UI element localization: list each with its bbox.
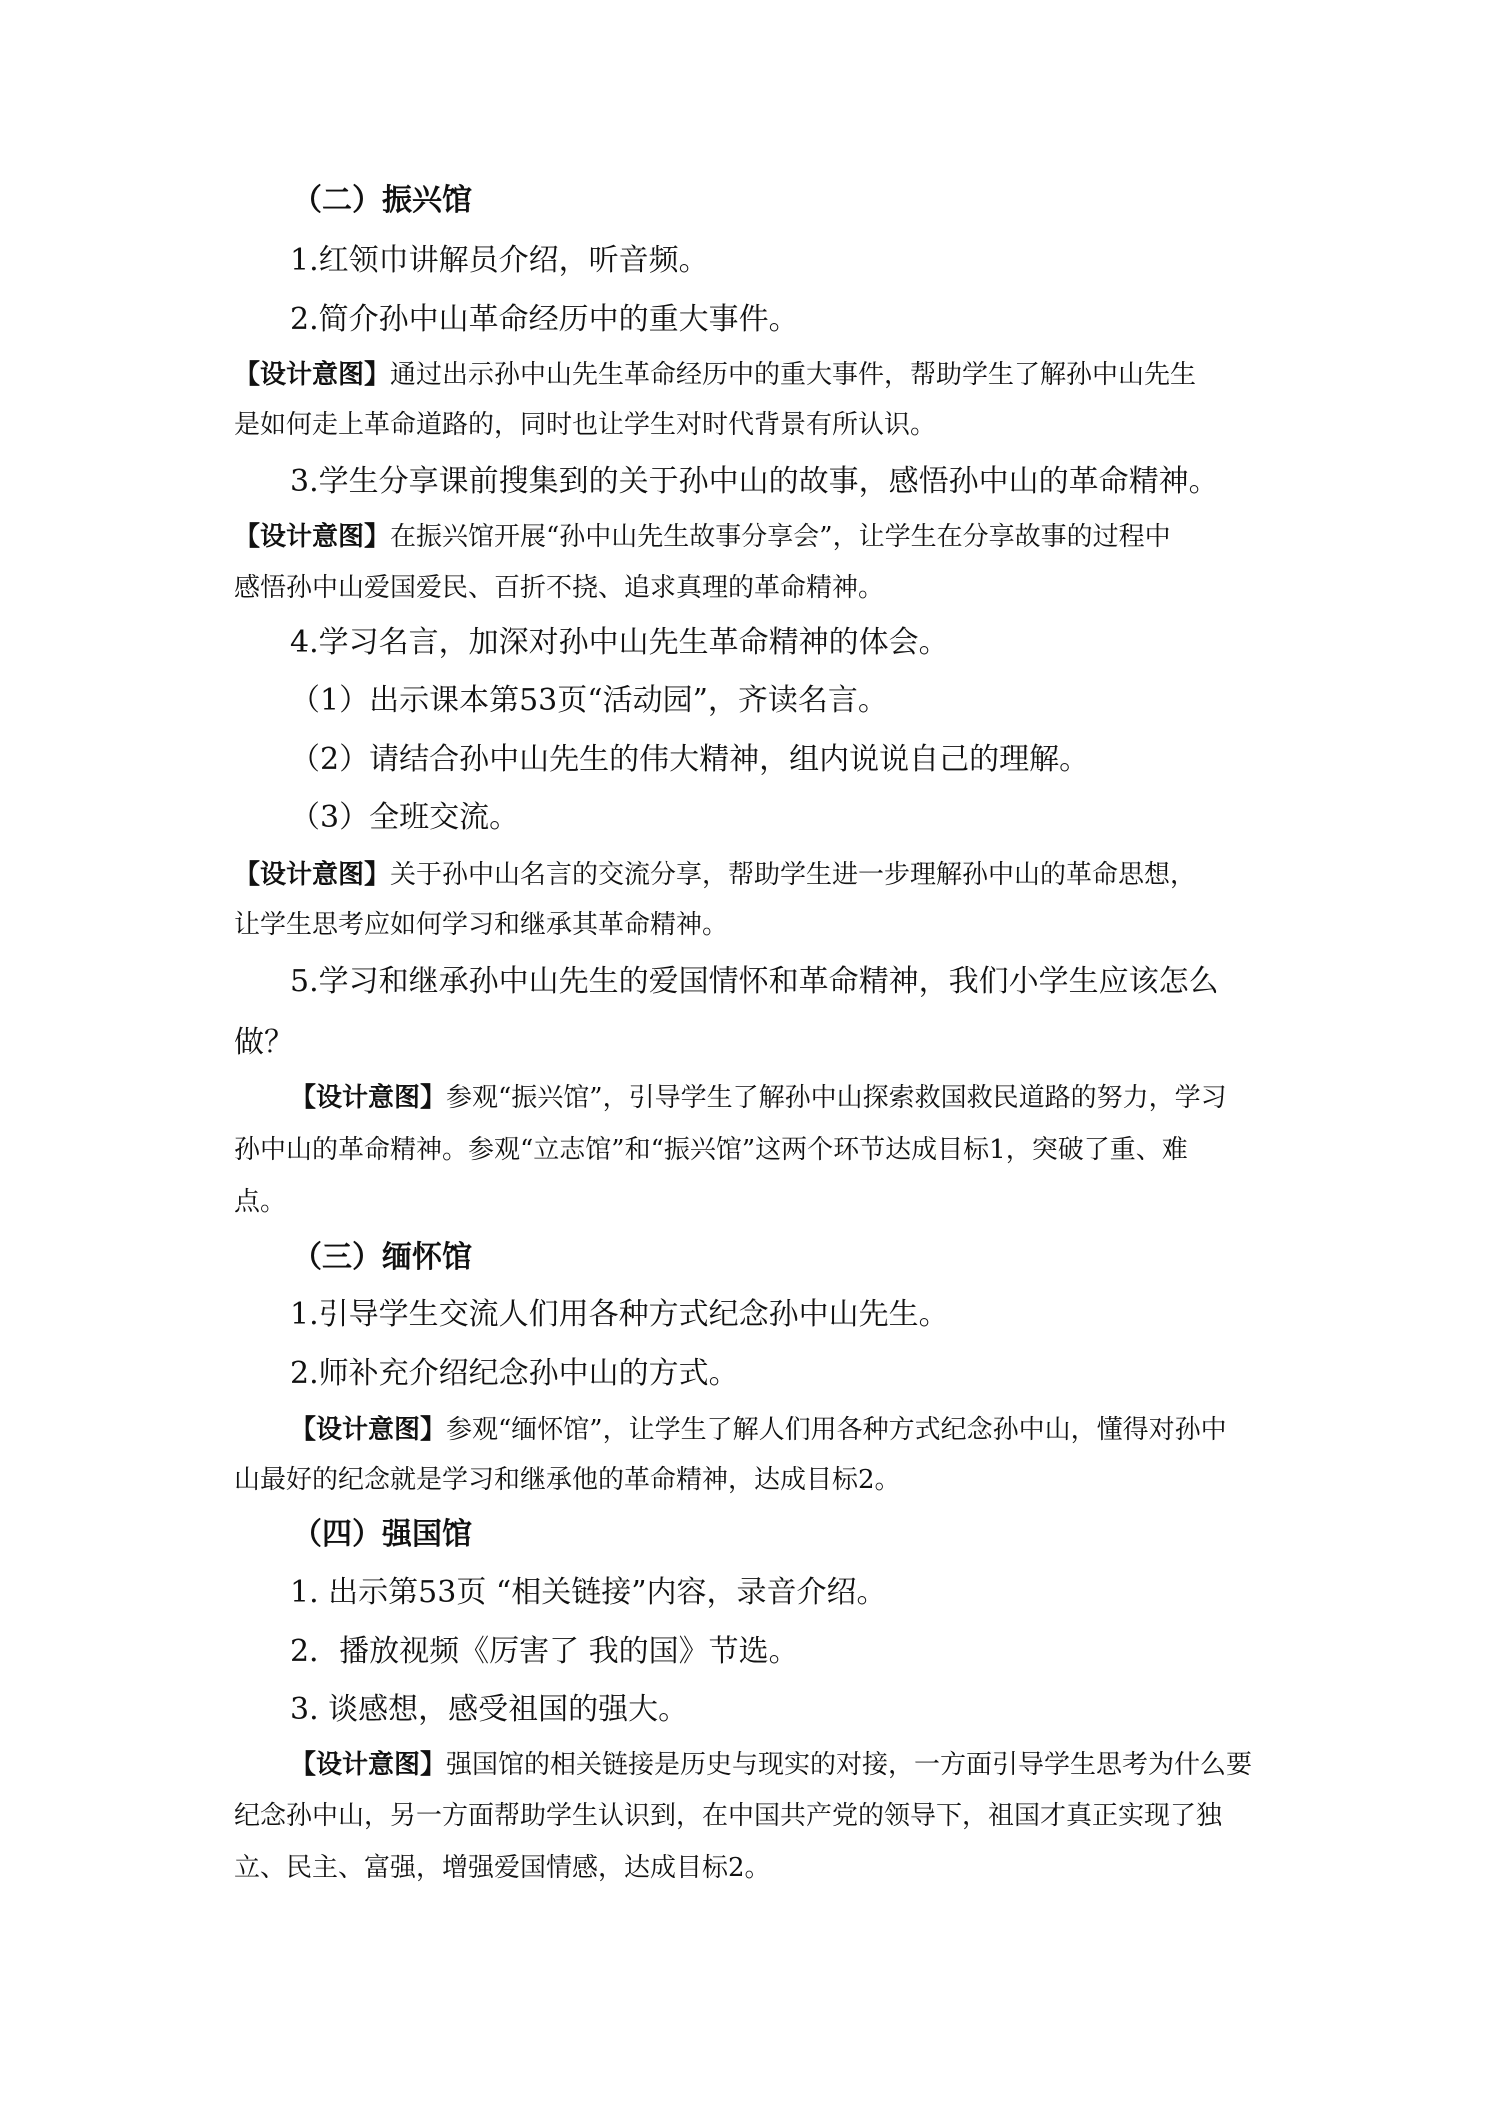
s4-item-2: 2．播放视频《厉害了 我的国》节选。 (290, 1634, 799, 1669)
s2-item-2: 2.简介孙中山革命经历中的重大事件。 (290, 302, 799, 337)
s3-item-2: 2.师补充介绍纪念孙中山的方式。 (290, 1356, 739, 1391)
s3-design-intent-1: 【设计意图】参观“缅怀馆”，让学生了解人们用各种方式纪念孙中山，懂得对孙中 (290, 1415, 1227, 1445)
s2-design-intent-2-cont: 感悟孙中山爱国爱民、百折不挠、追求真理的革命精神。 (234, 573, 885, 603)
s2-design-intent-1-cont: 是如何走上革命道路的，同时也让学生对时代背景有所认识。 (234, 410, 937, 440)
s2-item-1: 1.红领巾讲解员介绍，听音频。 (290, 243, 709, 278)
s2-item-4: 4.学习名言，加深对孙中山先生革命精神的体会。 (290, 625, 949, 660)
section-heading-qiangguo: （四）强国馆 (292, 1517, 472, 1552)
s2-sub-item-1: （1）出示课本第53页“活动园”，齐读名言。 (290, 683, 888, 718)
section-heading-mianhuai: （三）缅怀馆 (292, 1240, 472, 1275)
s2-sub-item-3: （3）全班交流。 (290, 800, 520, 835)
s4-design-intent-1-end: 立、民主、富强，增强爱国情感，达成目标2。 (234, 1853, 771, 1883)
s2-design-intent-1: 【设计意图】通过出示孙中山先生革命经历中的重大事件，帮助学生了解孙中山先生 (234, 360, 1197, 390)
design-intent-tag: 【设计意图】 (290, 1750, 447, 1780)
s2-item-3: 3.学生分享课前搜集到的关于孙中山的故事，感悟孙中山的革命精神。 (290, 464, 1219, 499)
s2-sub-item-2: （2）请结合孙中山先生的伟大精神，组内说说自己的理解。 (290, 742, 1090, 777)
s3-item-1: 1.引导学生交流人们用各种方式纪念孙中山先生。 (290, 1297, 949, 1332)
design-intent-tag: 【设计意图】 (234, 360, 391, 390)
s2-item-5-cont: 做？ (234, 1025, 294, 1060)
design-intent-tag: 【设计意图】 (234, 522, 391, 552)
s2-design-intent-4: 【设计意图】参观“振兴馆”，引导学生了解孙中山探索救国救民道路的努力，学习 (290, 1083, 1227, 1113)
s3-design-intent-1-cont: 山最好的纪念就是学习和继承他的革命精神，达成目标2。 (234, 1465, 901, 1495)
s2-design-intent-3-cont: 让学生思考应如何学习和继承其革命精神。 (234, 910, 729, 940)
s4-item-3: 3. 谈感想，感受祖国的强大。 (290, 1692, 689, 1727)
s2-design-intent-4-cont: 孙中山的革命精神。参观“立志馆”和“振兴馆”这两个环节达成目标1，突破了重、难 (234, 1135, 1188, 1165)
s2-design-intent-3: 【设计意图】关于孙中山名言的交流分享，帮助学生进一步理解孙中山的革命思想， (234, 860, 1197, 890)
section-heading-zhenxing: （二）振兴馆 (292, 183, 472, 218)
s4-item-1: 1. 出示第53页 “相关链接”内容，录音介绍。 (290, 1575, 887, 1610)
design-intent-tag: 【设计意图】 (234, 860, 391, 890)
s4-design-intent-1-cont: 纪念孙中山，另一方面帮助学生认识到，在中国共产党的领导下，祖国才真正实现了独 (234, 1801, 1223, 1831)
s4-design-intent-1: 【设计意图】强国馆的相关链接是历史与现实的对接，一方面引导学生思考为什么要 (290, 1750, 1253, 1780)
s2-item-5: 5.学习和继承孙中山先生的爱国情怀和革命精神，我们小学生应该怎么 (290, 964, 1219, 999)
s2-design-intent-4-end: 点。 (234, 1187, 287, 1217)
s2-design-intent-2: 【设计意图】在振兴馆开展“孙中山先生故事分享会”，让学生在分享故事的过程中 (234, 522, 1171, 552)
design-intent-tag: 【设计意图】 (290, 1083, 447, 1113)
design-intent-tag: 【设计意图】 (290, 1415, 447, 1445)
